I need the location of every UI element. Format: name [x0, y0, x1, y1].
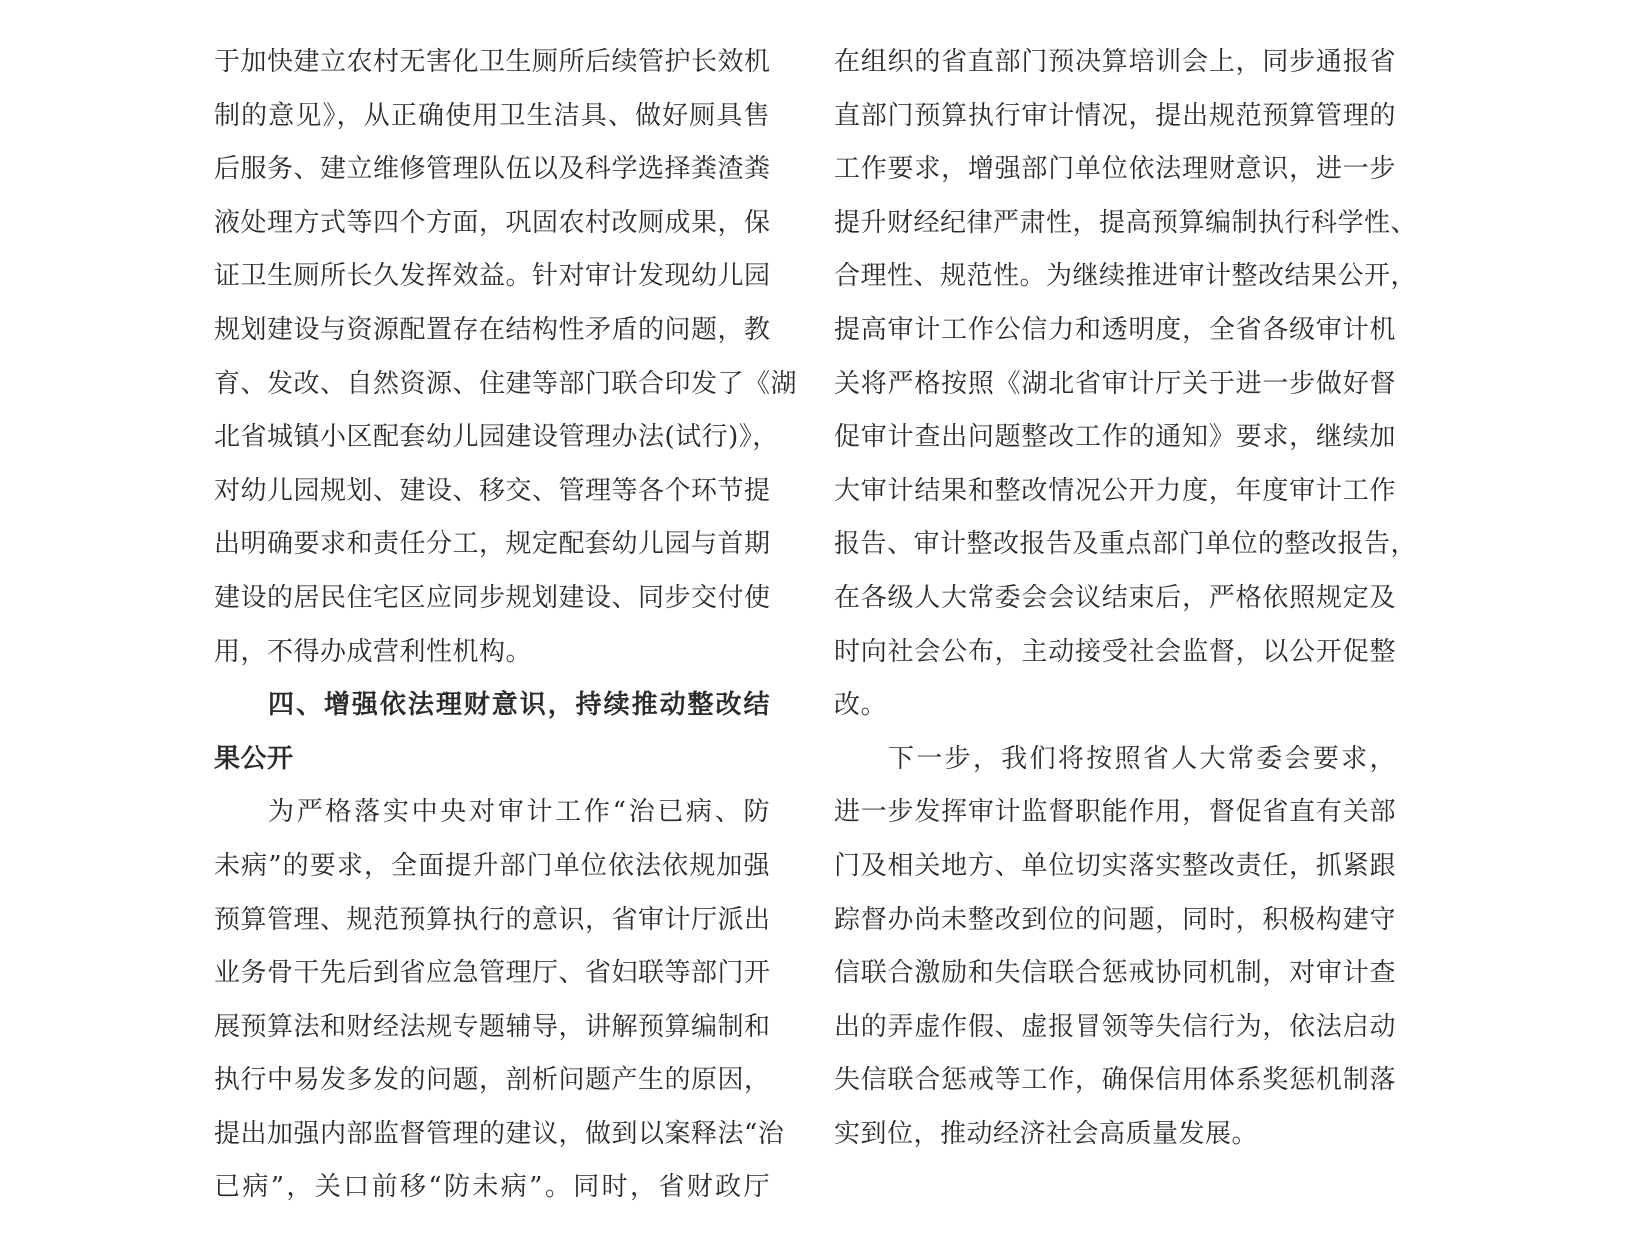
text-line: 未病”的要求，全面提升部门单位依法依规加强 — [214, 850, 770, 881]
text-line: 报告、审计整改报告及重点部门单位的整改报告， — [834, 529, 1418, 560]
text-line: 规划建设与资源配置存在结构性矛盾的问题，教 — [214, 314, 771, 345]
text-line: 工作要求，增强部门单位依法理财意识，进一步 — [834, 154, 1396, 185]
text-line: 提升财经纪律严肃性，提高预算编制执行科学性、 — [834, 207, 1418, 238]
text-line: 育、发改、自然资源、住建等部门联合印发了《湖 — [214, 368, 798, 399]
text-line: 已病”，关口前移“防未病”。同时，省财政厅 — [214, 1172, 770, 1203]
text-line: 实到位，推动经济社会高质量发展。 — [834, 1118, 1259, 1149]
text-line: 踪督办尚未整改到位的问题，同时，积极构建守 — [834, 904, 1396, 935]
text-line: 后服务、建立维修管理队伍以及科学选择粪渣粪 — [214, 154, 771, 185]
text-line: 失信联合惩戒等工作，确保信用体系奖惩机制落 — [834, 1065, 1396, 1096]
text-line: 对幼儿园规划、建设、移交、管理等各个环节提 — [214, 475, 771, 506]
text-line: 业务骨干先后到省应急管理厅、省妇联等部门开 — [214, 958, 771, 989]
text-line: 提高审计工作公信力和透明度，全省各级审计机 — [834, 314, 1396, 345]
heading-line: 果公开 — [214, 743, 294, 774]
text-line: 信联合激励和失信联合惩戒协同机制，对审计查 — [834, 958, 1396, 989]
text-line: 促审计查出问题整改工作的通知》要求，继续加 — [834, 422, 1396, 453]
text-line: 展预算法和财经法规专题辅导，讲解预算编制和 — [214, 1011, 771, 1042]
section-heading — [214, 679, 770, 786]
text-line: 合理性、规范性。为继续推进审计整改结果公开， — [834, 261, 1418, 292]
text-line: 出的弄虚作假、虚报冒领等失信行为，依法启动 — [834, 1011, 1396, 1042]
text-line: 出明确要求和责任分工，规定配套幼儿园与首期 — [214, 529, 771, 560]
text-line: 直部门预算执行审计情况，提出规范预算管理的 — [834, 100, 1396, 131]
text-line: 改。 — [834, 690, 888, 721]
text-line: 为严格落实中央对审计工作“治已病、防 — [268, 797, 770, 828]
left-column — [214, 36, 798, 1215]
text-line: 在组织的省直部门预决算培训会上，同步通报省 — [834, 47, 1396, 77]
text-line: 制的意见》，从正确使用卫生洁具、做好厕具售 — [214, 100, 770, 131]
right-paragraph-1 — [834, 36, 1418, 733]
text-line: 门及相关地方、单位切实落实整改责任，抓紧跟 — [834, 850, 1396, 881]
text-line: 建设的居民住宅区应同步规划建设、同步交付使 — [214, 582, 771, 613]
text-line: 液处理方式等四个方面，巩固农村改厕成果，保 — [214, 207, 771, 238]
text-line: 进一步发挥审计监督职能作用，督促省直有关部 — [834, 797, 1396, 828]
left-paragraph-1 — [214, 36, 798, 679]
text-line: 关将严格按照《湖北省审计厅关于进一步做好督 — [834, 368, 1396, 399]
heading-line: 四、增强依法理财意识，持续推动整改结 — [268, 690, 770, 721]
text-line: 下一步，我们将按照省人大常委会要求， — [888, 743, 1396, 774]
right-paragraph-2 — [834, 733, 1396, 1162]
left-paragraph-2 — [214, 786, 785, 1215]
text-line: 执行中易发多发的问题，剖析问题产生的原因， — [214, 1065, 771, 1096]
text-line: 证卫生厕所长久发挥效益。针对审计发现幼儿园 — [214, 261, 771, 292]
right-column — [834, 36, 1418, 1161]
text-line: 时向社会公布，主动接受社会监督，以公开促整 — [834, 636, 1396, 667]
text-line: 大审计结果和整改情况公开力度，年度审计工作 — [834, 475, 1396, 506]
text-line: 提出加强内部监督管理的建议，做到以案释法“治 — [214, 1118, 785, 1149]
text-line: 预算管理、规范预算执行的意识，省审计厅派出 — [214, 904, 771, 935]
text-line: 用，不得办成营利性机构。 — [214, 636, 533, 667]
text-line: 于加快建立农村无害化卫生厕所后续管护长效机 — [214, 47, 771, 77]
text-line: 北省城镇小区配套幼儿园建设管理办法(试行)》， — [214, 422, 779, 453]
text-line: 在各级人大常委会会议结束后，严格依照规定及 — [834, 582, 1396, 613]
